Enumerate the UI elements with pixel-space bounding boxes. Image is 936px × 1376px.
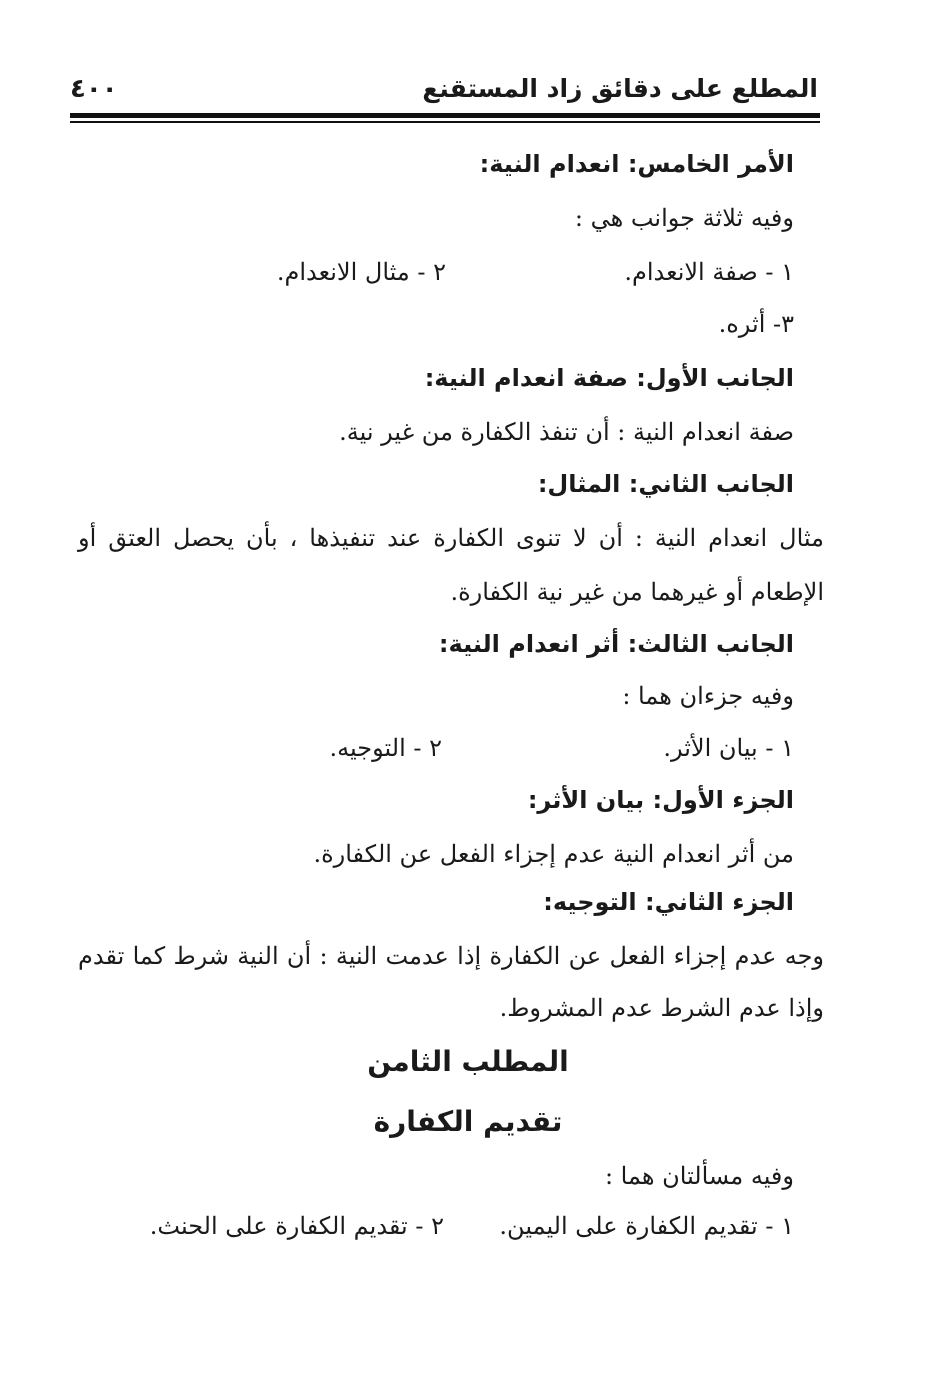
- page-header: [70, 70, 818, 114]
- heading-aspect-3: الجانب الثالث: أثر انعدام النية:: [438, 630, 794, 658]
- list-item-2: ٢ - مثال الانعدام.: [276, 258, 446, 286]
- paragraph-three-aspects: وفيه ثلاثة جوانب هي :: [574, 204, 794, 232]
- paragraph-aspect-2-line-1: مثال انعدام النية : أن لا تنوى الكفارة عند تنفيذها ، بأن يحصل العتق أو: [78, 524, 825, 552]
- header-rule-thin: [70, 121, 820, 123]
- paragraph-two-issues: وفيه مسألتان هما :: [604, 1162, 794, 1190]
- heading-fifth-matter: الأمر الخامس: انعدام النية:: [479, 150, 794, 178]
- part-item-1: ١ - بيان الأثر.: [663, 734, 794, 762]
- issue-item-1: ١ - تقديم الكفارة على اليمين.: [499, 1212, 794, 1240]
- section-subtitle: تقديم الكفارة: [373, 1105, 563, 1138]
- issue-item-2: ٢ - تقديم الكفارة على الحنث.: [149, 1212, 444, 1240]
- page-number: ٤٠٠: [70, 74, 118, 104]
- heading-part-2: الجزء الثاني: التوجيه:: [543, 888, 794, 916]
- running-title: المطلع على دقائق زاد المستقنع: [422, 74, 818, 103]
- paragraph-aspect-2-line-2: الإطعام أو غيرهما من غير نية الكفارة.: [450, 578, 824, 606]
- section-title: المطلب الثامن: [367, 1045, 569, 1078]
- paragraph-two-parts: وفيه جزءان هما :: [622, 682, 794, 710]
- list-item-3: ٣- أثره.: [718, 310, 794, 338]
- list-item-1: ١ - صفة الانعدام.: [624, 258, 794, 286]
- heading-aspect-2: الجانب الثاني: المثال:: [537, 470, 794, 498]
- heading-aspect-1: الجانب الأول: صفة انعدام النية:: [424, 364, 794, 392]
- paragraph-part-2-line-2: وإذا عدم الشرط عدم المشروط.: [499, 994, 824, 1022]
- paragraph-part-2-line-1: وجه عدم إجزاء الفعل عن الكفارة إذا عدمت النية : أن النية شرط كما تقدم: [78, 942, 824, 970]
- paragraph-part-1: من أثر انعدام النية عدم إجزاء الفعل عن الكفارة.: [313, 840, 794, 868]
- paragraph-aspect-1: صفة انعدام النية : أن تنفذ الكفارة من غير نية.: [339, 418, 794, 446]
- heading-part-1: الجزء الأول: بيان الأثر:: [527, 786, 794, 814]
- header-rule-thick: [70, 113, 820, 118]
- part-item-2: ٢ - التوجيه.: [329, 734, 442, 762]
